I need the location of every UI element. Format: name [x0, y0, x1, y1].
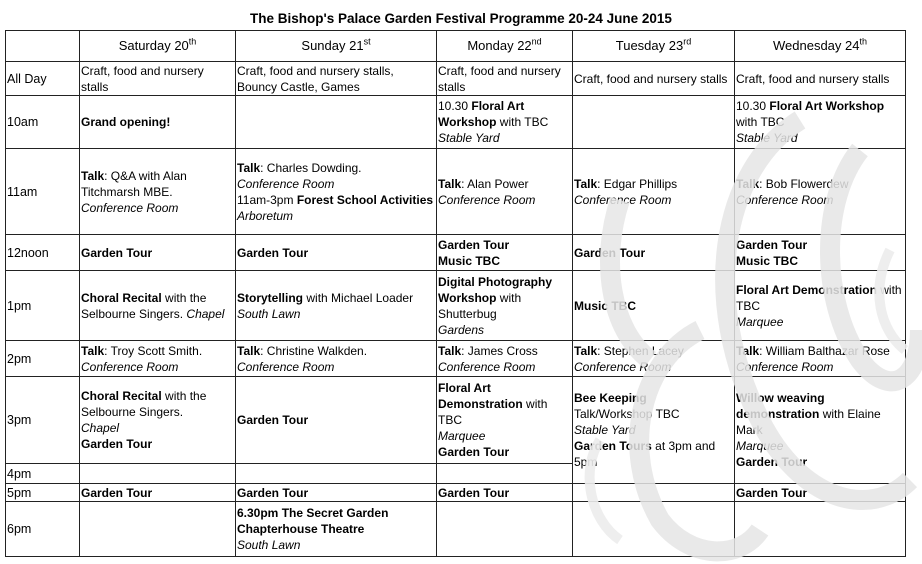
- cell-2pm-monday: Talk: James Cross Conference Room: [437, 341, 573, 377]
- cell-1pm-sunday: Storytelling with Michael Loader South Lawn: [236, 271, 437, 341]
- table-row: [6, 96, 906, 149]
- cell-3pm-wednesday: Willow weaving demonstration with Elaine Mark Marquee Garden Tour: [735, 377, 906, 484]
- time-label: 2pm: [6, 341, 80, 377]
- cell-6pm-monday: [437, 502, 573, 557]
- cell-11am-sunday: Talk: Charles Dowding. Conference Room 11am-3pm Forest School Activities Arboretum: [236, 149, 437, 235]
- cell-6pm-saturday: [80, 502, 236, 557]
- cell-4pm-monday: [437, 464, 573, 484]
- cell-12noon-tuesday: Garden Tour: [573, 235, 735, 271]
- programme-table: [5, 30, 906, 557]
- page-title: The Bishop's Palace Garden Festival Programme 20-24 June 2015: [250, 11, 672, 26]
- time-label: 1pm: [6, 271, 80, 341]
- cell-12noon-saturday: Garden Tour: [80, 235, 236, 271]
- cell-2pm-sunday: Talk: Christine Walkden. Conference Room: [236, 341, 437, 377]
- time-label: 10am: [6, 96, 80, 149]
- cell-3pm-saturday: Choral Recital with the Selbourne Singers. Chapel Garden Tour: [80, 377, 236, 464]
- cell-all-day-tuesday: Craft, food and nursery stalls: [573, 62, 735, 96]
- cell-11am-saturday: Talk: Q&A with Alan Titchmarsh MBE. Conference Room: [80, 149, 236, 235]
- cell-4pm-sunday: [236, 464, 437, 484]
- cell-3pm-tuesday: Bee Keeping Talk/Workshop TBC Stable Yard Garden Tours at 3pm and 5pm: [573, 377, 735, 484]
- table-row: [6, 62, 906, 96]
- cell-all-day-saturday: Craft, food and nursery stalls: [80, 62, 236, 96]
- time-label: 5pm: [6, 484, 80, 502]
- cell-5pm-saturday: Garden Tour: [80, 484, 236, 502]
- cell-10am-sunday: [236, 96, 437, 149]
- cell-1pm-saturday: Choral Recital with the Selbourne Singers. Chapel: [80, 271, 236, 341]
- table-row: [6, 341, 906, 377]
- time-label: 3pm: [6, 377, 80, 464]
- cell-6pm-sunday: 6.30pm The Secret Garden Chapterhouse Theatre South Lawn: [236, 502, 437, 557]
- table-row: [6, 377, 906, 464]
- cell-10am-saturday: Grand opening!: [80, 96, 236, 149]
- cell-5pm-wednesday: Garden Tour: [735, 484, 906, 502]
- cell-4pm-saturday: [80, 464, 236, 484]
- cell-5pm-tuesday: [573, 484, 735, 502]
- cell-12noon-wednesday: Garden Tour Music TBC: [735, 235, 906, 271]
- cell-2pm-saturday: Talk: Troy Scott Smith. Conference Room: [80, 341, 236, 377]
- time-label: 11am: [6, 149, 80, 235]
- cell-11am-monday: Talk: Alan Power Conference Room: [437, 149, 573, 235]
- time-label: All Day: [6, 62, 80, 96]
- cell-3pm-sunday: Garden Tour: [236, 377, 437, 464]
- cell-11am-wednesday: Talk: Bob Flowerdew Conference Room: [735, 149, 906, 235]
- cell-12noon-monday: Garden Tour Music TBC: [437, 235, 573, 271]
- cell-11am-tuesday: Talk: Edgar Phillips Conference Room: [573, 149, 735, 235]
- cell-all-day-wednesday: Craft, food and nursery stalls: [735, 62, 906, 96]
- time-label: 6pm: [6, 502, 80, 557]
- table-row: [6, 149, 906, 235]
- day-header-tuesday: Tuesday 23rd: [573, 31, 735, 62]
- cell-all-day-monday: Craft, food and nursery stalls: [437, 62, 573, 96]
- table-row: [6, 235, 906, 271]
- cell-3pm-monday: Floral Art Demonstration with TBC Marquee Garden Tour: [437, 377, 573, 464]
- cell-all-day-sunday: Craft, food and nursery stalls, Bouncy Castle, Games: [236, 62, 437, 96]
- cell-1pm-wednesday: Floral Art Demonstration with TBC Marquee: [735, 271, 906, 341]
- time-label: 12noon: [6, 235, 80, 271]
- table-row: [6, 484, 906, 502]
- cell-2pm-tuesday: Talk: Stephen Lacey Conference Room: [573, 341, 735, 377]
- cell-6pm-tuesday: [573, 502, 735, 557]
- day-header-wednesday: Wednesday 24th: [735, 31, 906, 62]
- time-label: 4pm: [6, 464, 80, 484]
- cell-10am-tuesday: [573, 96, 735, 149]
- cell-10am-wednesday: 10.30 Floral Art Workshop with TBC Stable Yard: [735, 96, 906, 149]
- cell-6pm-wednesday: [735, 502, 906, 557]
- cell-2pm-wednesday: Talk: William Balthazar Rose Conference Room: [735, 341, 906, 377]
- cell-5pm-sunday: Garden Tour: [236, 484, 437, 502]
- header-row: [6, 31, 906, 62]
- day-header-sunday: Sunday 21st: [236, 31, 437, 62]
- cell-10am-monday: 10.30 Floral Art Workshop with TBC Stable Yard: [437, 96, 573, 149]
- cell-12noon-sunday: Garden Tour: [236, 235, 437, 271]
- cell-1pm-tuesday: Music TBC: [573, 271, 735, 341]
- day-header-saturday: Saturday 20th: [80, 31, 236, 62]
- table-row: [6, 502, 906, 557]
- day-header-monday: Monday 22nd: [437, 31, 573, 62]
- cell-5pm-monday: Garden Tour: [437, 484, 573, 502]
- corner-cell: [6, 31, 80, 62]
- cell-1pm-monday: Digital Photography Workshop with Shutterbug Gardens: [437, 271, 573, 341]
- table-row: [6, 271, 906, 341]
